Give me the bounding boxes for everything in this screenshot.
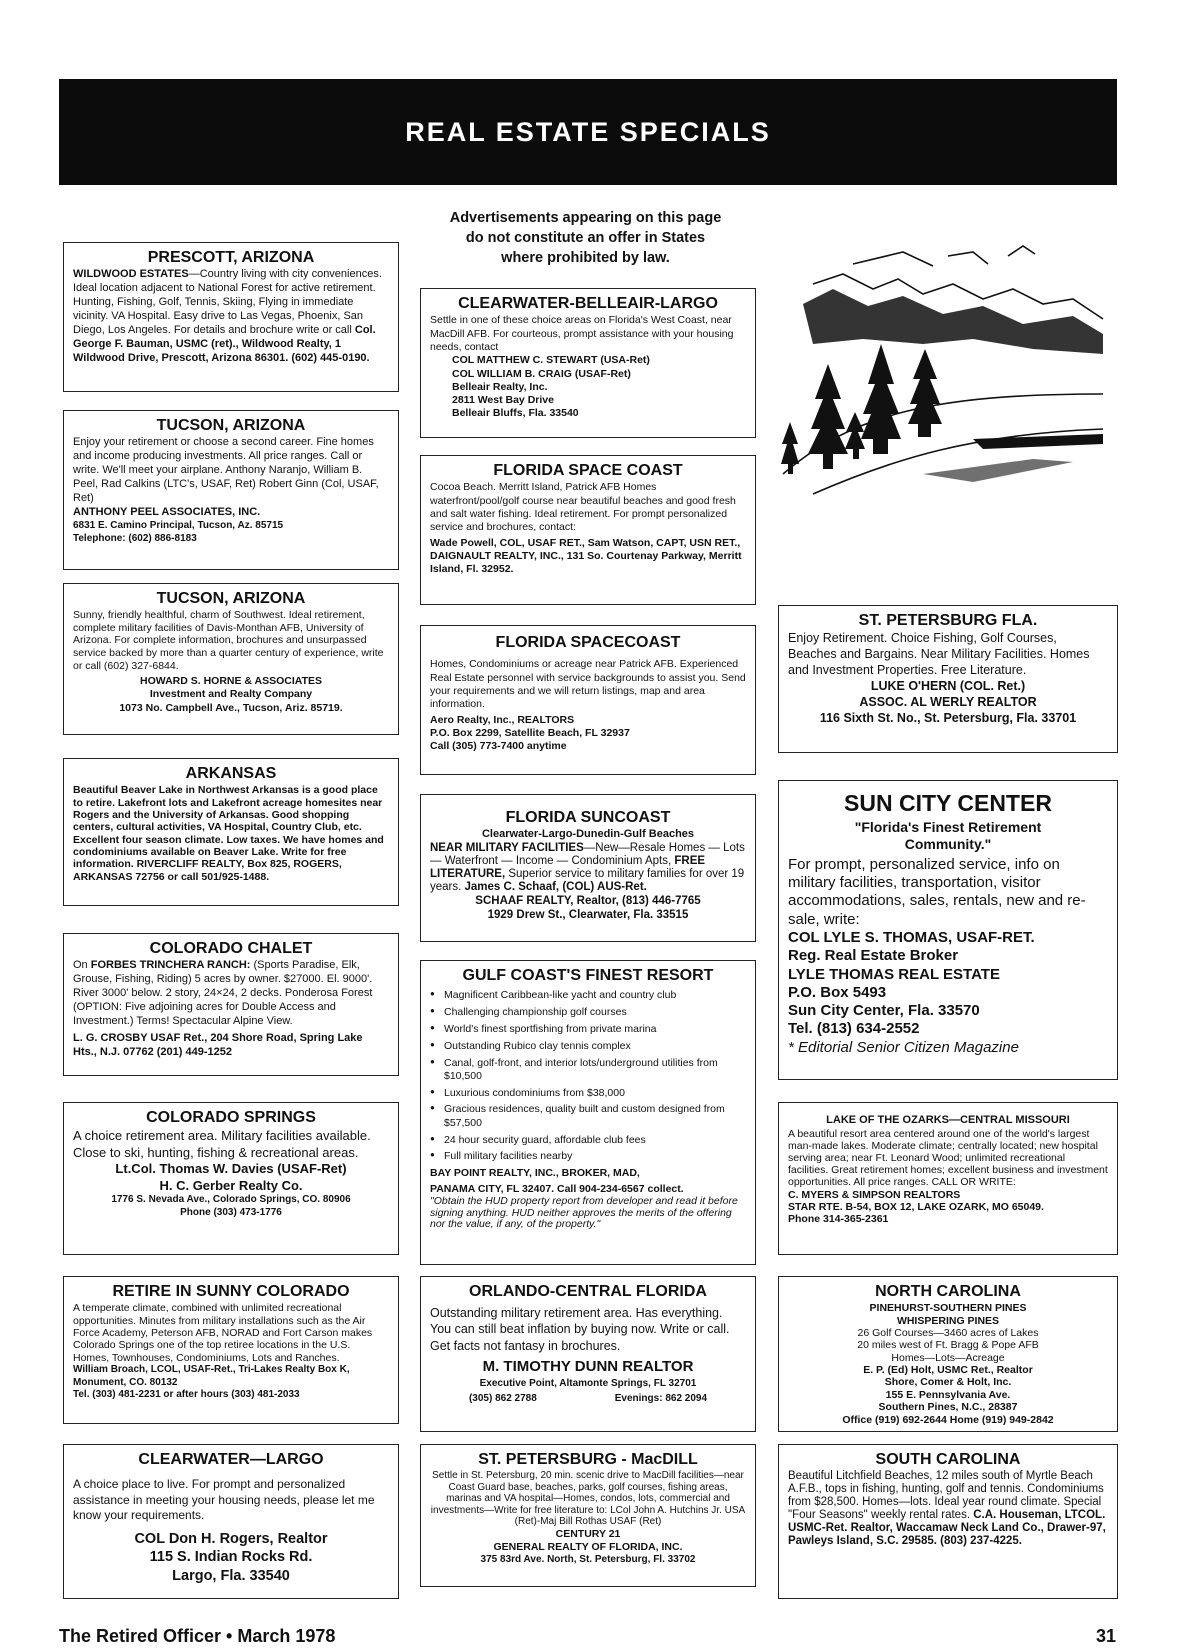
ad-company: Aero Realty, Inc., REALTORS (430, 713, 575, 726)
notice-line: do not constitute an offer in States (465, 230, 706, 246)
ad-body: Sunny, friendly healthful, charm of Southwest. Ideal retirement, complete military facilities of Davis-Monthan AFB, University of Arizona. For complete information, brochures and unsurpassed service backed by more than a quarter century of experience, write or call (602) 327-6844. (73, 609, 384, 672)
list-item: ● Challenging championship golf courses (430, 1006, 746, 1019)
ad-heading: ST. PETERSBURG FLA. (858, 612, 1038, 629)
ad-intro: On (73, 959, 91, 972)
ad-address: 2811 West Bay Drive (452, 394, 554, 407)
ad-st-petersburg-fla (778, 605, 1118, 753)
list-item: ● Full military facilities nearby (430, 1150, 746, 1163)
ad-company: HOWARD S. HORNE & ASSOCIATES (139, 675, 322, 688)
ad-st-petersburg-macdill (420, 1444, 756, 1587)
ad-florida-space-coast (420, 455, 756, 605)
ad-address: 155 E. Pennsylvania Ave. (885, 1388, 1011, 1401)
ad-subheading: PINEHURST-SOUTHERN PINES (869, 1302, 1027, 1315)
ad-body: Enjoy your retirement or choose a second career. Fine homes and income producing investments. All price ranges. Call or write. We'll meet your airplane. Anthony Naranjo, William B. Peel, Rad Calkins (LTC's, USAF, Ret) Robert Ginn (Col, USAF, Ret) (73, 436, 379, 505)
ad-body: (Sports Paradise, Elk, Grouse, Fishing, Riding) 5 acres by owner. $27000. El. 9000'. River 3000' below. 2 story, 24×24, 2 decks. Ponderosa Forest (OPTION: Five adjoining acres for Double Access and Investment.) Terms! Spectacular Alpine View. (73, 959, 373, 1028)
ad-clearwater-belleair-largo (420, 288, 756, 438)
notice-line: Advertisements appearing on this page (449, 210, 722, 226)
list-item: ● Magnificent Caribbean-like yacht and country club (430, 989, 746, 1002)
ad-city: Largo, Fla. 33540 (172, 1567, 290, 1584)
ad-colorado-chalet (63, 933, 399, 1076)
ad-disclaimer: "Obtain the HUD property report from developer and read it before signing anything. HUD neither approves the merits of the offering nor the value, if any, of the property." (430, 1194, 738, 1231)
ad-body: Cocoa Beach. Merritt Island, Patrick AFB Homes waterfront/pool/golf course near beautiful beaches and good fresh and salt water fishing. Ideal retirement. For prompt personalized service and brochures, contact: (430, 481, 736, 534)
ad-body: Beautiful Beaver Lake in Northwest Arkansas is a good place to retire. Lakefront lots and Lakefront acreage homesites near Rogers and the University of Arkansas. Good shopping centers, cultural activities, VA Hospital, Country Club, etc. Excellent four season climate. Low taxes. We have homes and condominiums available on Beaver Lake. Write for free information. (73, 784, 384, 871)
ad-heading: ST. PETERSBURG - MacDILL (478, 1451, 698, 1468)
ad-arkansas (63, 758, 399, 906)
ad-body: For prompt, personalized service, info on military facilities, transportation, visitor accommodations, sales, rentals, new and re-sale, write: (788, 855, 1086, 928)
ad-address: 375 83rd Ave. North, St. Petersburg, Fl. 33702 (480, 1554, 696, 1566)
landscape-illustration (773, 244, 1113, 506)
ad-heading: TUCSON, ARIZONA (156, 417, 306, 434)
ad-contact-name: L. G. CROSBY USAF Ret., (73, 1032, 208, 1045)
ad-body: Beautiful Litchfield Beaches, 12 miles south of Myrtle Beach A.F.B., tops in fishing, hunting, golf and tennis. Condominiums from $28,500. Homes—lots. Ideal year round climate. Special "Four Seasons" weekly rental rates. (788, 1470, 1104, 1521)
ad-highlight: FREE LITERATURE, (430, 855, 706, 880)
ad-address: P.O. Box 2299, Satellite Beach, FL 32937 (430, 726, 630, 739)
ad-contact-name: COL LYLE S. THOMAS, USAF-RET. (788, 928, 1035, 946)
ad-contact: RIVERCLIFF REALTY, Box 825, ROGERS, ARKANSAS 72756 or call 501/925-1488. (73, 858, 342, 883)
section-banner (59, 79, 1117, 185)
ad-company: C. MYERS & SIMPSON REALTORS (788, 1188, 961, 1201)
ad-body: Homes—Lots—Acreage (891, 1351, 1005, 1364)
ad-florida-suncoast (420, 794, 756, 942)
ad-company: WILDWOOD ESTATES (73, 268, 189, 281)
ad-phone: Phone 314-365-2361 (788, 1212, 889, 1225)
ad-heading: LAKE OF THE OZARKS—CENTRAL MISSOURI (826, 1114, 1070, 1126)
page-number: 31 (1096, 1626, 1117, 1646)
ad-contact: 204 Shore Road, Spring Lake Hts., N.J. 07762 (201) 449-1252 (73, 1032, 363, 1058)
ad-phone: Phone (303) 473-1776 (180, 1206, 282, 1218)
ad-heading: FLORIDA SUNCOAST (505, 809, 671, 826)
ad-company: H. C. Gerber Realty Co. (159, 1177, 303, 1193)
ad-body: A temperate climate, combined with unlimited recreational opportunities. Minutes from military installations such as the Air Force Academy, Peterson AFB, NORAD and Fort Carson makes Colorado Springs one of the top retiree locations in the U.S. Homes, Townhouses, Condominiums, Lots and Ranches. (73, 1302, 373, 1364)
ad-retire-in-sunny-colorado (63, 1276, 399, 1424)
ad-contact: Wade Powell, COL, USAF RET., Sam Watson, CAPT, USN RET., DAIGNAULT REALTY, INC., 131 So. Courtenay Parkway, Merritt Island, Fl. 32952. (430, 536, 742, 576)
ad-gulf-coast-finest-resort (420, 960, 756, 1265)
ad-phone: Tel. (813) 634-2552 (788, 1020, 920, 1038)
ad-contact-name: LUKE O'HERN (COL. Ret.) (870, 678, 1026, 693)
ad-address: Executive Point, Altamonte Springs, FL 32701 (479, 1377, 697, 1389)
ad-contact-name: COL Don H. Rogers, Realtor (134, 1530, 328, 1547)
ad-subheading: WHISPERING PINES (896, 1314, 1000, 1327)
legal-notice (418, 208, 753, 268)
ad-body: Outstanding military retirement area. Has everything. You can still beat inflation by buying now. Write or call. Get facts not fantasy in brochures. (430, 1306, 730, 1353)
ad-body: Settle in St. Petersburg, 20 min. scenic drive to MacDill facilities—near Coast Guard base, beaches, parks, golf courses, fishing areas, marinas and VA hospital—Homes, condos, lots, commercial and investments—Write for free literature to: LCol John A. Hutchins Jr. USA (Ret)-Maj Bill Rothas USAF (Ret) (430, 1470, 746, 1528)
ad-orlando-central-florida (420, 1276, 756, 1432)
ad-body: A choice place to live. For prompt and personalized assistance in meeting your housing needs, please let me know your requirements. (73, 1477, 375, 1523)
ad-address: 116 Sixth St. No., St. Petersburg, Fla. 33701 (819, 710, 1077, 725)
list-item: ● Luxurious condominiums from $38,000 (430, 1087, 746, 1100)
ad-contact-name: COL WILLIAM B. CRAIG (USAF-Ret) (452, 367, 631, 380)
ad-company: SCHAAF REALTY, Realtor, (813) 446-7765 (475, 894, 701, 907)
ad-ranch-name: FORBES TRINCHERA RANCH: (90, 959, 251, 972)
ad-phone: (305) 862 2788 (468, 1392, 537, 1404)
ad-north-carolina (778, 1276, 1118, 1432)
ad-heading: COLORADO SPRINGS (146, 1109, 316, 1126)
ad-body: —New—Resale Homes — Lots — Waterfront — Income — Condominium Apts, (430, 842, 745, 868)
ad-heading: RETIRE IN SUNNY COLORADO (112, 1283, 350, 1300)
ad-contact-name: Lt.Col. Thomas W. Davies (USAF-Ret) (115, 1161, 347, 1177)
ad-clearwater-largo (63, 1444, 399, 1599)
ad-south-carolina (778, 1444, 1118, 1599)
ad-tucson-arizona-1 (63, 410, 399, 570)
ad-heading: SUN CITY CENTER (844, 790, 1052, 816)
ad-city: Southern Pines, N.C., 28387 (878, 1401, 1018, 1414)
ad-address: PANAMA CITY, FL 32407. Call 904-234-6567 collect. (430, 1182, 684, 1195)
ad-company: BAY POINT REALTY, INC., BROKER, MAD, (430, 1167, 640, 1180)
ad-address: STAR RTE. B-54, BOX 12, LAKE OZARK, MO 65049. (788, 1200, 1044, 1213)
ad-contact-title: Reg. Real Estate Broker (788, 947, 959, 965)
ad-heading: NORTH CAROLINA (875, 1283, 1021, 1300)
ad-body: A beautiful resort area centered around one of the world's largest man-made lakes. Moderate climate; centrally located; new hospital serving area; near Ft. Leonard Wood; unlimited recreational facilities. Great retirement homes; excellent business and investment opportunities. All price ranges. CALL OR WRITE: (788, 1128, 1108, 1189)
ad-heading: FLORIDA SPACECOAST (495, 634, 681, 651)
ad-heading: ORLANDO-CENTRAL FLORIDA (469, 1283, 707, 1300)
list-item: ● World's finest sportfishing from private marina (430, 1023, 746, 1036)
ad-contact-name: James C. Schaaf, (COL) AUS-Ret. (464, 880, 647, 893)
ad-contact: Col. George F. Bauman, USMC (ret)., Wildwood Realty, 1 Wildwood Drive, Prescott, Arizona 86301. (602) 445-0190. (73, 324, 376, 364)
ad-company: ANTHONY PEEL ASSOCIATES, INC. (73, 506, 261, 519)
ad-company: Belleair Realty, Inc. (452, 380, 548, 393)
ad-address: 1073 No. Campbell Ave., Tucson, Ariz. 85719. (119, 701, 343, 714)
ad-body: 20 miles west of Ft. Bragg & Pope AFB (857, 1339, 1039, 1352)
ad-body: Enjoy Retirement. Choice Fishing, Golf Courses, Beaches and Bargains. Near Military Facilities. Homes and Investment Properties. Free Literature. (788, 631, 1090, 677)
ad-phone: Call (305) 773-7400 anytime (430, 740, 567, 753)
list-item: ● 24 hour security guard, affordable club fees (430, 1134, 746, 1147)
ad-company-line-2: Investment and Realty Company (149, 688, 313, 701)
ad-company: ASSOC. AL WERLY REALTOR (859, 694, 1037, 709)
ad-prescott-arizona (63, 242, 399, 392)
ad-tagline: "Florida's Finest Retirement (854, 818, 1042, 835)
ad-heading: CLEARWATER-BELLEAIR-LARGO (458, 295, 718, 312)
ad-florida-spacecoast (420, 625, 756, 775)
list-item: ● Outstanding Rubico clay tennis complex (430, 1040, 746, 1053)
ad-body: Homes, Condominiums or acreage near Patrick AFB. Experienced Real Estate personnel with service backgrounds to assist you. Send your requirements and we will return listings, map and area information. (430, 658, 746, 711)
notice-line: where prohibited by law. (501, 250, 670, 266)
ad-tagline: Community." (904, 835, 992, 852)
ad-contact-name: M. TIMOTHY DUNN REALTOR (482, 1357, 694, 1375)
ad-company: Shore, Comer & Holt, Inc. (884, 1376, 1012, 1389)
ad-address: 115 S. Indian Rocks Rd. (149, 1549, 313, 1566)
ad-subheading: Clearwater-Largo-Dunedin-Gulf Beaches (481, 828, 695, 841)
ad-heading: PRESCOTT, ARIZONA (147, 249, 315, 266)
ad-heading: TUCSON, ARIZONA (156, 590, 306, 607)
amenity-list (430, 989, 746, 1164)
list-item: ● Gracious residences, quality built and custom designed from $57,500 (430, 1103, 746, 1130)
ad-sun-city-center (778, 780, 1118, 1080)
ad-contact-name: E. P. (Ed) Holt, USMC Ret., Realtor (863, 1364, 1033, 1377)
ad-heading: GULF COAST'S FINEST RESORT (462, 967, 714, 984)
ad-highlight: NEAR MILITARY FACILITIES (430, 842, 584, 855)
ad-body: 26 Golf Courses—3460 acres of Lakes (857, 1326, 1039, 1339)
ad-company: GENERAL REALTY OF FLORIDA, INC. (493, 1541, 683, 1554)
ad-phone: Telephone: (602) 886-8183 (73, 532, 197, 544)
ad-phone-evenings: Evenings: 862 2094 (614, 1392, 708, 1404)
ad-address: 1929 Drew St., Clearwater, Fla. 33515 (487, 909, 689, 922)
ad-company: LYLE THOMAS REAL ESTATE (788, 965, 1000, 983)
ad-contact: William Broach, LCOL, USAF-Ret., Tri-Lakes Realty Box K, Monument, CO. 80132 (73, 1364, 350, 1388)
ad-heading: SOUTH CAROLINA (875, 1451, 1021, 1468)
ad-company: CENTURY 21 (555, 1527, 621, 1540)
ad-heading: CLEARWATER—LARGO (138, 1451, 324, 1468)
ad-phone: Tel. (303) 481-2231 or after hours (303) 481-2033 (73, 1389, 300, 1401)
ad-address: P.O. Box 5493 (788, 983, 887, 1001)
list-item: ● Canal, golf-front, and interior lots/underground utilities from $10,500 (430, 1057, 746, 1084)
ad-tucson-arizona-2 (63, 583, 399, 735)
ad-heading: FLORIDA SPACE COAST (493, 462, 683, 479)
ad-phone: Office (919) 692-2644 Home (919) 949-2842 (842, 1413, 1054, 1426)
ad-city: Belleair Bluffs, Fla. 33540 (452, 407, 579, 420)
page-title: REAL ESTATE SPECIALS (405, 116, 771, 147)
ad-city: Sun City Center, Fla. 33570 (788, 1002, 980, 1020)
ad-address: 1776 S. Nevada Ave., Colorado Springs, CO. 80906 (111, 1194, 351, 1206)
ad-contact-name: COL MATTHEW C. STEWART (USA-Ret) (452, 354, 650, 367)
ad-colorado-springs (63, 1102, 399, 1255)
ad-body: A choice retirement area. Military facilities available. Close to ski, hunting, fishing & recreational areas. (73, 1128, 371, 1160)
ad-body: Settle in one of these choice areas on Florida's West Coast, near MacDill AFB. For courteous, prompt assistance with your housing needs, contact (430, 314, 734, 353)
ad-lake-of-the-ozarks (778, 1102, 1118, 1255)
ad-body: Superior service to military families for over 19 years. (430, 867, 745, 893)
ad-contact: C.A. Houseman, LTCOL. USMC-Ret. Realtor, Waccamaw Neck Land Co., Drawer-97, Pawleys Island, S.C. 29585. (803) 237-4225. (788, 1508, 1106, 1547)
ad-heading: COLORADO CHALET (149, 940, 313, 957)
ad-note: * Editorial Senior Citizen Magazine (788, 1038, 1019, 1056)
publication-footer: The Retired Officer • March 1978 (59, 1626, 336, 1646)
ad-address: 6831 E. Camino Principal, Tucson, Az. 85715 (73, 520, 284, 531)
ad-body: —Country living with city conveniences. Ideal location adjacent to National Forest for active retirement. Hunting, Fishing, Golf, Tennis, Skiing, Flying in immediate vicinity. VA Hospital. Easy drive to Las Vegas, Phoenix, San Diego, Los Angeles. For details and brochure write or call (73, 268, 382, 337)
ad-heading: ARKANSAS (185, 765, 277, 782)
